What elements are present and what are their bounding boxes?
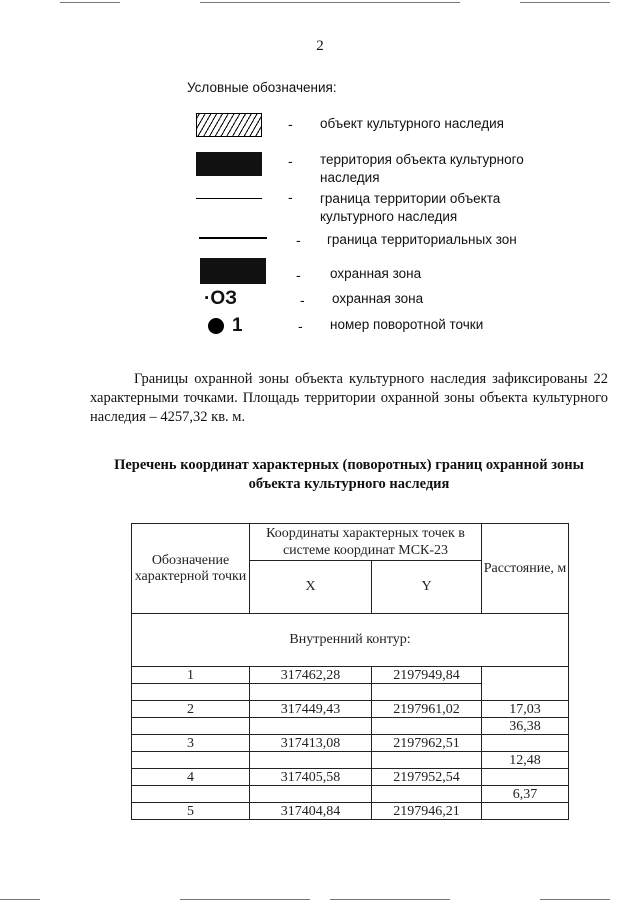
y-cell (372, 786, 482, 803)
y-cell: 2197949,84 (372, 667, 482, 684)
legend-dash: - (288, 153, 293, 169)
distance-spacer (482, 803, 569, 820)
page-number: 2 (316, 38, 324, 54)
y-cell (372, 752, 482, 769)
distance-spacer (482, 735, 569, 752)
legend-item-text: граница территориальных зон (327, 232, 517, 247)
legend-item-text: объект культурного наследия (320, 116, 504, 131)
legend-item-text: территория объекта культурного наследия (320, 152, 524, 185)
filled-circle-icon (208, 318, 224, 334)
legend-item-text: граница территории объекта культурного наследия (320, 191, 501, 224)
point-cell: 4 (132, 769, 250, 786)
point-number-label: 1 (232, 315, 243, 336)
col-coords-header: Координаты характерных точек в системе координат МСК-23 (250, 524, 482, 561)
y-cell: 2197946,21 (372, 803, 482, 820)
y-cell: 2197952,54 (372, 769, 482, 786)
y-cell: 2197962,51 (372, 735, 482, 752)
x-cell: 317413,08 (250, 735, 372, 752)
legend-title: Условные обозначения: (187, 80, 337, 95)
x-cell: 317405,58 (250, 769, 372, 786)
y-cell (372, 718, 482, 735)
table-row (132, 803, 569, 820)
distance-cell: 17,03 (482, 701, 569, 718)
col-distance-header: Расстояние, м (482, 524, 569, 614)
col-x-header: X (250, 561, 372, 614)
x-cell (250, 786, 372, 803)
legend-dash: - (288, 189, 293, 205)
point-cell (132, 718, 250, 735)
thin-line-icon (196, 198, 262, 199)
legend-dash: - (296, 232, 301, 248)
x-cell (250, 684, 372, 701)
table-row (132, 769, 569, 786)
x-cell: 317449,43 (250, 701, 372, 718)
coordinates-heading: Перечень координат характерных (поворотных) границ охранной зоны объекта культурного наследия (114, 457, 584, 492)
table-row (132, 735, 569, 752)
col-y-header: Y (372, 561, 482, 614)
point-cell: 3 (132, 735, 250, 752)
table-row (132, 718, 569, 735)
point-cell: 1 (132, 667, 250, 684)
x-cell: 317404,84 (250, 803, 372, 820)
table-row (132, 701, 569, 718)
legend-item-text: охранная зона (332, 291, 424, 306)
distance-spacer (482, 769, 569, 786)
boundary-paragraph: Границы охранной зоны объекта культурного наследия зафиксированы 22 характерными точками. Площадь территории охранной зоны объекта культурного наследия – 4257,32 кв. м. (90, 371, 608, 425)
point-cell: 2 (132, 701, 250, 718)
table-row (132, 786, 569, 803)
distance-cell: 6,37 (482, 786, 569, 803)
legend-dash: - (296, 267, 301, 283)
legend-dash: - (288, 116, 293, 132)
point-cell (132, 752, 250, 769)
legend-item-text: номер поворотной точки (330, 317, 484, 332)
col-point-header: Обозначение характерной точки (132, 524, 250, 614)
hatch-icon (196, 113, 262, 137)
point-cell (132, 684, 250, 701)
point-cell: 5 (132, 803, 250, 820)
section-label: Внутренний контур: (132, 614, 569, 667)
distance-cell: 12,48 (482, 752, 569, 769)
table-row (132, 667, 569, 684)
table-row (132, 752, 569, 769)
y-cell: 2197961,02 (372, 701, 482, 718)
distance-spacer (482, 667, 569, 701)
x-cell (250, 718, 372, 735)
x-cell: 317462,28 (250, 667, 372, 684)
legend-dash: - (300, 292, 305, 308)
black-block-icon (200, 258, 266, 284)
oz-zone-label: ·ОЗ (204, 288, 238, 309)
y-cell (372, 684, 482, 701)
black-block-icon (196, 152, 262, 176)
x-cell (250, 752, 372, 769)
point-cell (132, 786, 250, 803)
distance-cell: 36,38 (482, 718, 569, 735)
legend-dash: - (298, 318, 303, 334)
legend-item-text: охранная зона (330, 266, 422, 281)
coordinates-table (131, 523, 569, 820)
thick-line-icon (199, 237, 267, 239)
